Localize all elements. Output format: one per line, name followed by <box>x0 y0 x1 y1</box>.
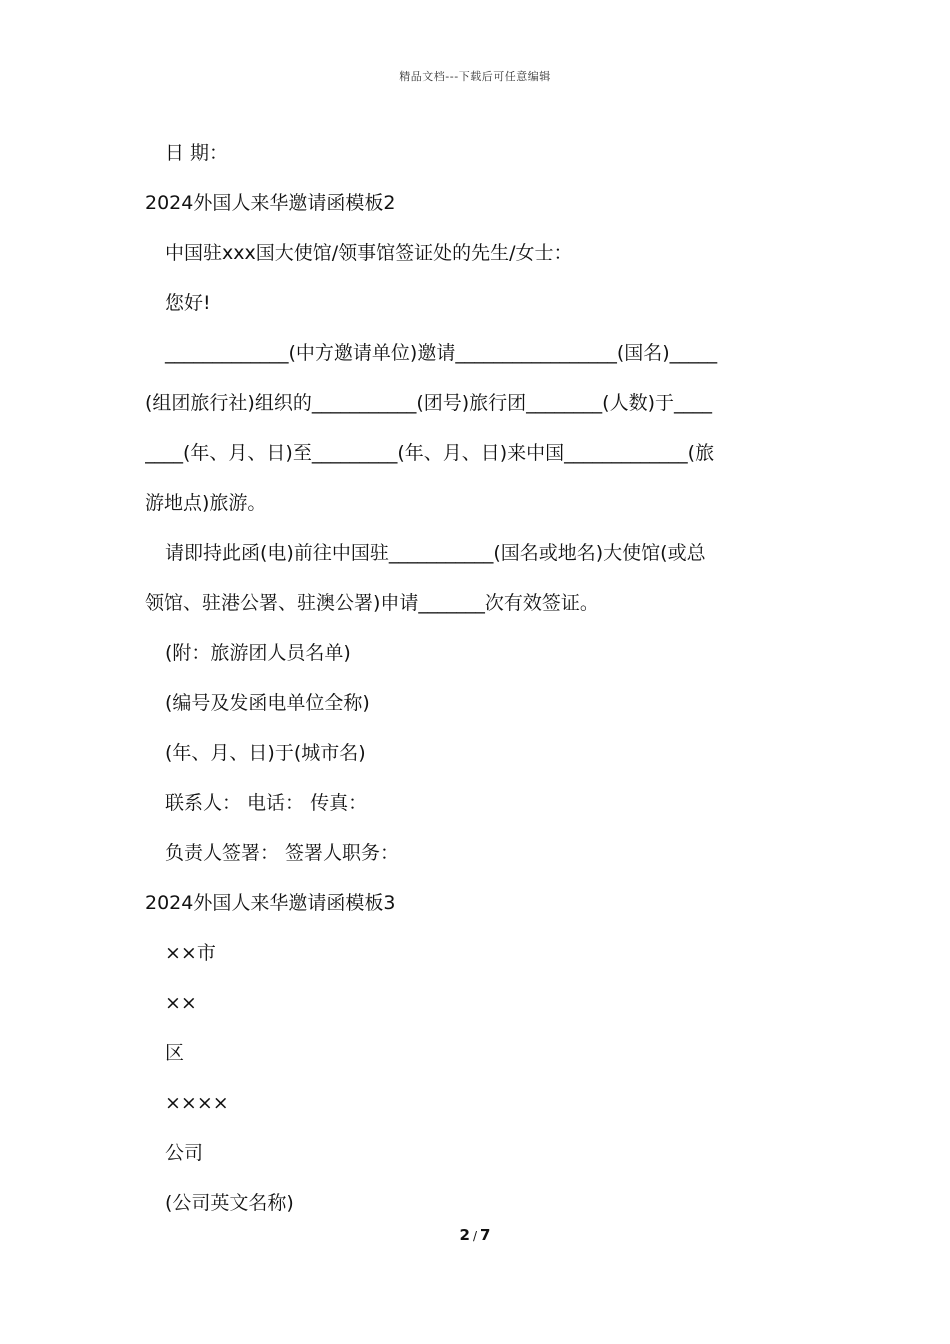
body-paragraph-1-line-1: _____________(中方邀请单位)邀请_________________(国名)_____ <box>165 342 718 364</box>
total-pages: 7 <box>480 1226 491 1244</box>
date-line: 日 期： <box>165 142 229 164</box>
page-separator: / <box>472 1229 478 1243</box>
address-city: ××市 <box>165 942 216 964</box>
body-paragraph-1-line-2: (组团旅行社)组织的___________(团号)旅行团________(人数)于____ <box>145 392 712 414</box>
greeting-line: 您好! <box>165 292 211 314</box>
section-title-template-3: 2024外国人来华邀请函模板3 <box>145 892 396 914</box>
company-placeholder: ×××× <box>165 1092 229 1114</box>
document-body <box>145 128 807 1228</box>
body-paragraph-1-line-4: 游地点)旅游。 <box>145 492 267 514</box>
attachment-note: (附：旅游团人员名单) <box>165 642 351 664</box>
address-placeholder: ×× <box>165 992 197 1014</box>
date-city-note: (年、月、日)于(城市名) <box>165 742 366 764</box>
contact-line: 联系人： 电话： 传真： <box>165 792 368 814</box>
page-number <box>0 1226 950 1244</box>
body-paragraph-1-line-3: ____(年、月、日)至_________(年、月、日)来中国_____________(旅 <box>145 442 715 464</box>
company-label: 公司 <box>165 1142 204 1164</box>
salutation-line: 中国驻xxx国大使馆/领事馆签证处的先生/女士： <box>165 242 573 264</box>
current-page: 2 <box>459 1226 470 1244</box>
body-paragraph-2-line-1: 请即持此函(电)前往中国驻___________(国名或地名)大使馆(或总 <box>165 542 706 564</box>
page-header: 精品文档---下载后可任意编辑 <box>399 70 551 83</box>
sender-unit-note: (编号及发函电单位全称) <box>165 692 370 714</box>
company-english-name: (公司英文名称) <box>165 1192 294 1214</box>
address-district: 区 <box>165 1042 185 1064</box>
signature-line: 负责人签署： 签署人职务： <box>165 842 400 864</box>
section-title-template-2: 2024外国人来华邀请函模板2 <box>145 192 396 214</box>
body-paragraph-2-line-2: 领馆、驻港公署、驻澳公署)申请_______次有效签证。 <box>145 592 599 614</box>
